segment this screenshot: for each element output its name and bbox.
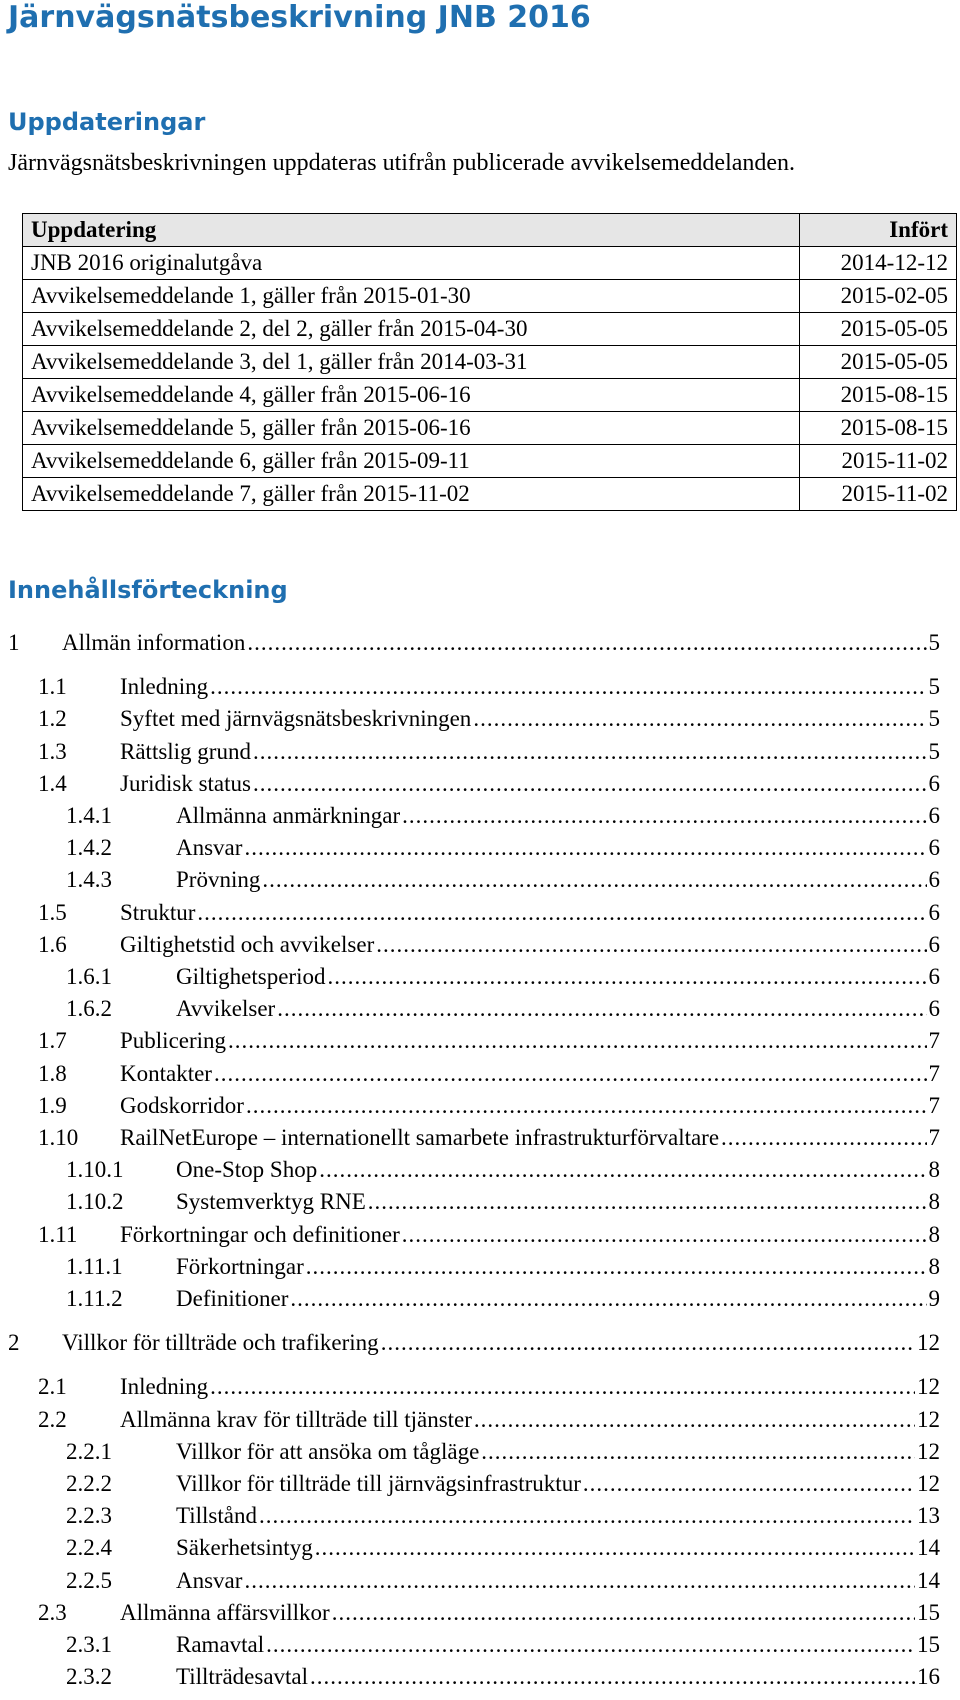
toc-dot-leader <box>481 1437 915 1467</box>
toc-entry[interactable] <box>38 1405 940 1435</box>
update-name-cell: Avvikelsemeddelande 5, gäller från 2015-06-16 <box>23 412 800 445</box>
toc-entry[interactable] <box>66 1566 940 1596</box>
toc-entry-page-number: 7 <box>928 1028 940 1054</box>
toc-entry-number: 2.3.2 <box>66 1664 112 1690</box>
updates-heading: Uppdateringar <box>8 108 206 136</box>
toc-entry-page-number: 12 <box>917 1471 940 1496</box>
toc-entry-title: Struktur <box>120 899 196 925</box>
toc-entry-number: 1 <box>8 630 20 655</box>
toc-entry-title: Villkor för tillträde och trafikering <box>62 1330 379 1356</box>
toc-entry-number: 2.1 <box>38 1374 67 1400</box>
toc-entry-page-number: 12 <box>917 1406 940 1432</box>
toc-entry[interactable] <box>38 1026 940 1056</box>
toc-entry-page-number: 12 <box>917 1374 940 1400</box>
toc-entry[interactable] <box>38 1059 940 1089</box>
toc-dot-leader <box>583 1469 915 1499</box>
toc-entry-number: 1.5 <box>38 899 67 925</box>
toc-entry-title: Allmänna anmärkningar <box>176 803 401 828</box>
toc-entry-title: Villkor för tillträde till järnvägsinfrastruktur <box>176 1471 581 1496</box>
updates-table <box>22 213 957 511</box>
header-update: Uppdatering <box>23 214 800 247</box>
toc-entry[interactable] <box>66 1252 940 1282</box>
toc-entry-page-number: 5 <box>928 674 940 700</box>
toc-entry[interactable] <box>66 1662 940 1692</box>
toc-entry-title: Ansvar <box>176 835 243 861</box>
toc-entry[interactable] <box>38 737 940 767</box>
toc-entry-title: Förkortningar och definitioner <box>120 1221 400 1247</box>
toc-entry-page-number: 6 <box>928 964 940 989</box>
toc-dot-leader <box>327 962 926 992</box>
update-date-cell: 2015-11-02 <box>800 445 957 478</box>
toc-entry-title: Ansvar <box>176 1567 243 1593</box>
toc-dot-leader <box>277 994 926 1024</box>
toc-entry-page-number: 13 <box>917 1503 940 1529</box>
toc-entry-title: Giltighetsperiod <box>176 964 326 989</box>
toc-entry-title: Syftet med järnvägsnätsbeskrivningen <box>120 706 472 732</box>
toc-entry-page-number: 6 <box>928 867 940 893</box>
toc-entry[interactable] <box>38 1598 940 1628</box>
toc-entry-number: 1.10.2 <box>66 1189 124 1215</box>
update-date-cell: 2015-02-05 <box>800 280 957 313</box>
toc-entry[interactable] <box>66 1437 940 1467</box>
toc-entry-page-number: 5 <box>928 706 940 732</box>
toc-entry-number: 1.11.2 <box>66 1286 123 1311</box>
toc-entry-number: 1.6 <box>38 931 67 957</box>
update-date-cell: 2015-08-15 <box>800 412 957 445</box>
toc-dot-leader <box>266 1630 915 1660</box>
toc-entry-title: Kontakter <box>120 1060 212 1086</box>
toc-entry-page-number: 9 <box>928 1286 940 1311</box>
toc-entry-page-number: 8 <box>928 1221 940 1247</box>
toc-heading: Innehållsförteckning <box>8 576 288 604</box>
toc-entry-page-number: 16 <box>917 1664 940 1690</box>
toc-dot-leader <box>262 865 926 895</box>
toc-entry-page-number: 6 <box>928 770 940 796</box>
toc-entry-title: Tillträdesavtal <box>176 1664 309 1690</box>
toc-dot-leader <box>376 930 926 960</box>
table-row <box>23 280 957 313</box>
toc-dot-leader <box>290 1284 926 1314</box>
update-date-cell: 2015-05-05 <box>800 346 957 379</box>
toc-entry-number: 2.2.1 <box>66 1438 112 1464</box>
toc-entry-page-number: 6 <box>928 899 940 925</box>
toc-entry[interactable] <box>38 898 940 928</box>
table-row <box>23 412 957 445</box>
toc-entry-title: Tillstånd <box>176 1503 257 1529</box>
toc-entry[interactable] <box>66 801 940 831</box>
toc-entry-number: 1.10 <box>38 1125 79 1150</box>
toc-entry-page-number: 8 <box>928 1189 940 1215</box>
update-date-cell: 2015-11-02 <box>800 478 957 511</box>
toc-entry-page-number: 7 <box>928 1125 940 1150</box>
toc-entry-number: 2.2.2 <box>66 1471 112 1496</box>
toc-entry-title: Definitioner <box>176 1286 289 1311</box>
toc-entry-title: Giltighetstid och avvikelser <box>120 931 375 957</box>
toc-entry-number: 2.2.4 <box>66 1535 112 1561</box>
toc-entry-page-number: 12 <box>917 1438 940 1464</box>
toc-entry[interactable] <box>38 704 940 734</box>
toc-entry[interactable] <box>66 1187 940 1217</box>
toc-entry-number: 1.4.2 <box>66 835 112 861</box>
table-row <box>23 379 957 412</box>
toc-dot-leader <box>315 1533 915 1563</box>
toc-entry[interactable] <box>38 1091 940 1121</box>
toc-entry[interactable] <box>66 1469 940 1499</box>
toc-entry-page-number: 7 <box>928 1060 940 1086</box>
toc-dot-leader <box>721 1123 926 1153</box>
toc-entry-number: 1.9 <box>38 1092 67 1118</box>
toc-entry-title: RailNetEurope – internationellt samarbete infrastrukturförvaltare <box>120 1125 720 1150</box>
update-date-cell: 2015-05-05 <box>800 313 957 346</box>
toc-entry[interactable] <box>66 1284 940 1314</box>
toc-dot-leader <box>253 737 927 767</box>
toc-dot-leader <box>319 1155 926 1185</box>
toc-entry-number: 1.6.2 <box>66 996 112 1022</box>
toc-dot-leader <box>246 1091 927 1121</box>
toc-entry-number: 1.4.3 <box>66 867 112 893</box>
toc-entry[interactable] <box>66 865 940 895</box>
update-date-cell: 2015-08-15 <box>800 379 957 412</box>
updates-intro: Järnvägsnätsbeskrivningen uppdateras utifrån publicerade avvikelsemeddelanden. <box>8 150 796 176</box>
toc-entry-page-number: 14 <box>917 1535 940 1561</box>
toc-entry[interactable] <box>38 930 940 960</box>
toc-entry-number: 2 <box>8 1330 20 1356</box>
toc-entry[interactable] <box>66 1501 940 1531</box>
toc-dot-leader <box>310 1662 915 1692</box>
toc-entry-number: 2.2.5 <box>66 1567 112 1593</box>
toc-entry-title: Prövning <box>176 867 261 893</box>
toc-entry-page-number: 15 <box>917 1632 940 1657</box>
toc-entry-number: 2.2 <box>38 1406 67 1432</box>
toc-entry[interactable] <box>66 994 940 1024</box>
toc-dot-leader <box>368 1187 927 1217</box>
toc-entry-page-number: 7 <box>928 1092 940 1118</box>
update-name-cell: Avvikelsemeddelande 6, gäller från 2015-09-11 <box>23 445 800 478</box>
update-name-cell: Avvikelsemeddelande 1, gäller från 2015-01-30 <box>23 280 800 313</box>
toc-entry-page-number: 8 <box>928 1157 940 1183</box>
toc-entry-number: 1.11 <box>38 1221 78 1247</box>
toc-dot-leader <box>381 1328 915 1358</box>
toc-entry-title: Villkor för att ansöka om tågläge <box>176 1438 480 1464</box>
table-row <box>23 247 957 280</box>
toc-entry-page-number: 6 <box>928 931 940 957</box>
update-name-cell: Avvikelsemeddelande 3, del 1, gäller från 2014-03-31 <box>23 346 800 379</box>
update-date-cell: 2014-12-12 <box>800 247 957 280</box>
toc-entry-number: 2.3.1 <box>66 1632 112 1657</box>
toc-entry[interactable] <box>8 1328 940 1358</box>
toc-entry-page-number: 8 <box>928 1253 940 1279</box>
toc-dot-leader <box>306 1252 927 1282</box>
toc-dot-leader <box>259 1501 915 1531</box>
toc-entry-page-number: 6 <box>928 835 940 861</box>
toc-dot-leader <box>214 1059 927 1089</box>
table-row <box>23 313 957 346</box>
toc-entry-page-number: 12 <box>917 1330 940 1356</box>
toc-entry-title: Allmän information <box>62 630 246 655</box>
toc-entry-title: Allmänna affärsvillkor <box>120 1599 330 1625</box>
toc-entry-number: 1.10.1 <box>66 1157 124 1183</box>
toc-entry-page-number: 6 <box>928 803 940 828</box>
toc-entry-number: 1.2 <box>38 706 67 732</box>
toc-entry-number: 1.1 <box>38 674 67 700</box>
toc-dot-leader <box>402 801 926 831</box>
toc-dot-leader <box>474 1405 915 1435</box>
table-row <box>23 346 957 379</box>
table-row <box>23 478 957 511</box>
toc-entry[interactable] <box>38 672 940 702</box>
toc-entry-title: Säkerhetsintyg <box>176 1535 313 1561</box>
toc-entry-title: One-Stop Shop <box>176 1157 318 1183</box>
toc-entry-title: Förkortningar <box>176 1253 304 1279</box>
table-row <box>23 445 957 478</box>
table-header-row <box>23 214 957 247</box>
toc-entry[interactable] <box>8 628 940 658</box>
header-introduced: Infört <box>800 214 957 247</box>
toc-entry-title: Ramavtal <box>176 1632 265 1657</box>
toc-entry-number: 1.3 <box>38 738 67 764</box>
toc-entry-number: 2.2.3 <box>66 1503 112 1529</box>
toc-entry-title: Godskorridor <box>120 1092 244 1118</box>
toc-entry-title: Juridisk status <box>120 770 251 796</box>
toc-entry-number: 1.6.1 <box>66 964 112 989</box>
toc-dot-leader <box>402 1220 927 1250</box>
toc-entry-page-number: 15 <box>917 1599 940 1625</box>
toc-entry[interactable] <box>38 769 940 799</box>
toc-entry-title: Systemverktyg RNE <box>176 1189 366 1215</box>
toc-dot-leader <box>253 769 927 799</box>
toc-entry-number: 1.4 <box>38 770 67 796</box>
toc-dot-leader <box>210 672 926 702</box>
toc-entry-number: 1.8 <box>38 1060 67 1086</box>
toc-dot-leader <box>244 833 926 863</box>
toc-entry[interactable] <box>38 1123 940 1153</box>
toc-entry-title: Allmänna krav för tillträde till tjänster <box>120 1406 472 1432</box>
update-name-cell: Avvikelsemeddelande 7, gäller från 2015-11-02 <box>23 478 800 511</box>
toc-entry-page-number: 6 <box>928 996 940 1022</box>
toc-entry-page-number: 5 <box>928 738 940 764</box>
toc-entry[interactable] <box>66 1533 940 1563</box>
toc-entry-number: 2.3 <box>38 1599 67 1625</box>
toc-dot-leader <box>197 898 926 928</box>
toc-entry-page-number: 14 <box>917 1567 940 1593</box>
toc-dot-leader <box>247 628 926 658</box>
update-name-cell: Avvikelsemeddelande 2, del 2, gäller från 2015-04-30 <box>23 313 800 346</box>
toc-entry-title: Publicering <box>120 1028 227 1054</box>
toc-entry-title: Avvikelser <box>176 996 276 1022</box>
toc-entry-title: Inledning <box>120 1374 209 1400</box>
toc-dot-leader <box>473 704 926 734</box>
toc-entry-page-number: 5 <box>928 630 940 655</box>
toc-entry[interactable] <box>66 833 940 863</box>
toc-entry[interactable] <box>66 1630 940 1660</box>
toc-entry-title: Inledning <box>120 674 209 700</box>
toc-dot-leader <box>332 1598 915 1628</box>
document-title: Järnvägsnätsbeskrivning JNB 2016 <box>8 0 591 35</box>
toc-dot-leader <box>228 1026 926 1056</box>
toc-dot-leader <box>244 1566 915 1596</box>
toc-entry[interactable] <box>66 1155 940 1185</box>
toc-dot-leader <box>210 1372 915 1402</box>
toc-entry-title: Rättslig grund <box>120 738 251 764</box>
toc-entry[interactable] <box>66 962 940 992</box>
toc-entry-number: 1.4.1 <box>66 803 112 828</box>
update-name-cell: JNB 2016 originalutgåva <box>23 247 800 280</box>
toc-entry-number: 1.7 <box>38 1028 67 1054</box>
toc-entry-number: 1.11.1 <box>66 1253 123 1279</box>
toc-entry[interactable] <box>38 1372 940 1402</box>
toc-entry[interactable] <box>38 1220 940 1250</box>
update-name-cell: Avvikelsemeddelande 4, gäller från 2015-06-16 <box>23 379 800 412</box>
